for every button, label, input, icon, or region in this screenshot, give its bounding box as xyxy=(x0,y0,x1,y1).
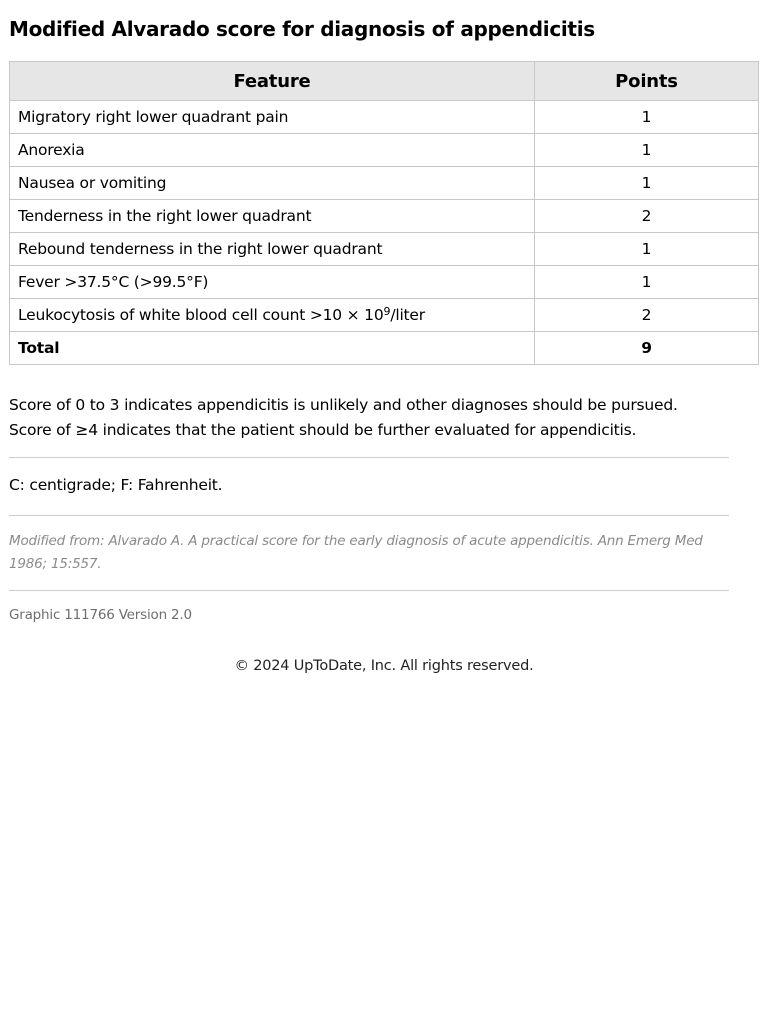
table-row xyxy=(10,200,759,233)
feature-cell: Rebound tenderness in the right lower quadrant xyxy=(10,233,535,266)
page-title: Modified Alvarado score for diagnosis of appendicitis xyxy=(9,17,595,41)
points-cell: 1 xyxy=(535,233,759,266)
copyright-notice: © 2024 UpToDate, Inc. All rights reserved. xyxy=(234,658,534,674)
table-row xyxy=(10,233,759,266)
abbreviations: C: centigrade; F: Fahrenheit. xyxy=(9,476,223,494)
total-points: 9 xyxy=(535,332,759,365)
feature-cell: Migratory right lower quadrant pain xyxy=(10,101,535,134)
points-cell: 2 xyxy=(535,299,759,332)
table-row xyxy=(10,134,759,167)
exponent: 9 xyxy=(383,305,391,318)
interpretation-notes xyxy=(9,393,749,443)
total-label: Total xyxy=(10,332,535,365)
divider xyxy=(9,457,729,458)
column-header-points: Points xyxy=(535,62,759,101)
divider xyxy=(9,590,729,591)
feature-cell: Fever >37.5°C (>99.5°F) xyxy=(10,266,535,299)
total-row xyxy=(10,332,759,365)
note-line: Score of ≥4 indicates that the patient should be further evaluated for appendicitis. xyxy=(9,421,637,439)
table-row xyxy=(10,299,759,332)
feature-cell: Nausea or vomiting xyxy=(10,167,535,200)
table-header-row xyxy=(10,62,759,101)
reference-citation: Modified from: Alvarado A. A practical score for the early diagnosis of acute appendicitis. Ann Emerg Med 1986; 15:557. xyxy=(9,533,703,572)
divider xyxy=(9,515,729,516)
points-cell: 1 xyxy=(535,266,759,299)
feature-unit: /liter xyxy=(390,306,425,324)
feature-cell xyxy=(10,299,535,332)
feature-cell: Anorexia xyxy=(10,134,535,167)
points-cell: 2 xyxy=(535,200,759,233)
alvarado-score-table xyxy=(9,61,759,365)
column-header-feature: Feature xyxy=(10,62,535,101)
feature-cell: Tenderness in the right lower quadrant xyxy=(10,200,535,233)
table-row xyxy=(10,167,759,200)
table-row xyxy=(10,266,759,299)
feature-text: Leukocytosis of white blood cell count >10 × 10 xyxy=(18,306,384,324)
points-cell: 1 xyxy=(535,101,759,134)
table-row xyxy=(10,101,759,134)
graphic-version: Graphic 111766 Version 2.0 xyxy=(9,607,192,623)
note-line: Score of 0 to 3 indicates appendicitis is unlikely and other diagnoses should be pursued. xyxy=(9,396,678,414)
points-cell: 1 xyxy=(535,134,759,167)
points-cell: 1 xyxy=(535,167,759,200)
